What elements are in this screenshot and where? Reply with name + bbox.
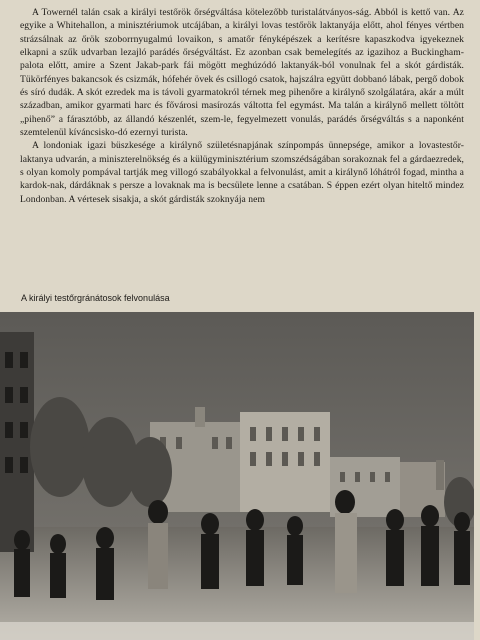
body-text — [20, 6, 464, 206]
left-building — [0, 332, 34, 552]
guards-parade-photo — [0, 312, 474, 640]
paragraph-2: A londoniak igazi büszkesége a királynő születésnapjának színpompás ünnepsége, amikor a lovastestőr-laktanya udvarán, a miniszterelnökség és a külügyminisztérium szomszédságában sorakoznak fel a gárdaezredek, s olyan komoly pompával tartják meg villogó szabályokkal a felvonulást, amit a királynő lóhátról fogad, mintha a kardok-nak, dárdáknak s persze a lovaknak ma is becsülete lenne a csatában. S éppen ezért olyan hiteltő mindez Londonban. A vértesek sisakja, a skót gárdisták szoknyája nem — [20, 140, 464, 205]
photo-caption: A királyi testőrgránátosok felvonulása — [21, 293, 170, 303]
paragraph-1: A Towernél talán csak a királyi testőrök őrségváltása kötelezőbb turistalátványos-ság. Abból is kettő van. Az egyike a Whitehallon, a minisztériumok utcájában, a királyi lovas testőrök laktanyája előtt, ahol fényes vértben strázsálnak az őrök szoborrnyugalmú lovaikon, s amatőr fényképészek a kerítésre kapaszkodva igyekeznek elkapni a szűk udvarban lezajló parádés őrségváltást. Ez azonban csak bemelegítés az igazihoz a Buckingham-palota előtt, amire a Szent Jakab-park fái mögött meghúzódó laktanyák-ból vonulnak fel a skót gárdisták. Tükörfényes bakancsok és csizmák, hófehér övek és csillogó csatok, hajszálra együtt dobbanó lábak, pergő dobok és síró dudák. A skót ezredek ma is távoli gyarmatokról térnek meg pihenőre a királynő szolgálatára, akár a múlt században, amikor gyarmati harc és fővárosi masírozás váltotta fel egymást. Ma talán a királynő mellett töltött „pihenő” a fárasztóbb, az állandó készenlét, szem-le, fegyelmezett vonulás, parádés őrségváltás s a naponként szemtelenül kíváncsisko-dó ezernyi turista. — [20, 7, 464, 139]
